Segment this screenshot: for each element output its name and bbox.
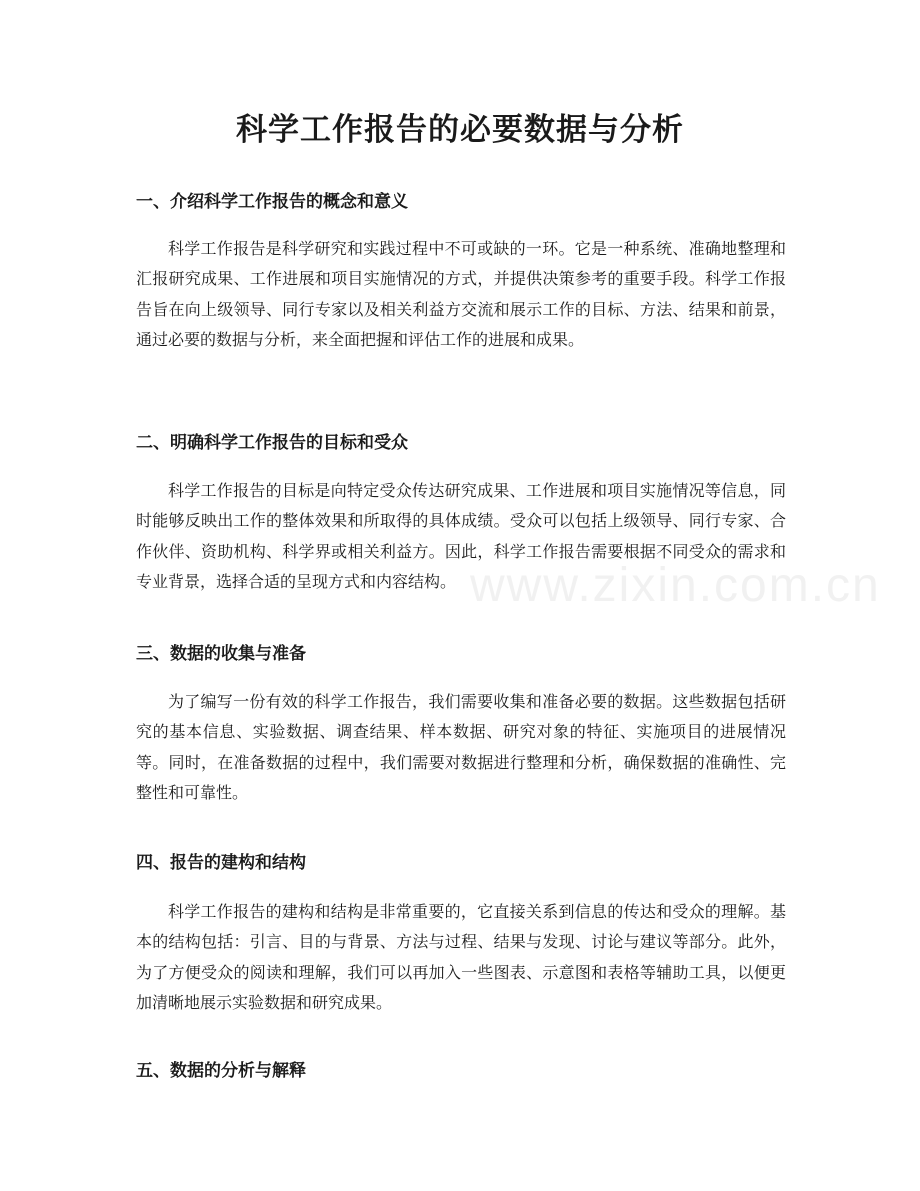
- section-paragraph-4: 科学工作报告的建构和结构是非常重要的，它直接关系到信息的传达和受众的理解。基本的结构包括：引言、目的与背景、方法与过程、结果与发现、讨论与建议等部分。此外，为了方便受众的阅读和理解，我们可以再加入一些图表、示意图和表格等辅助工具，以便更加清晰地展示实验数据和研究成果。: [136, 902, 786, 1012]
- section-heading-5: 五、数据的分析与解释: [136, 1061, 306, 1081]
- section-paragraph-1: 科学工作报告是科学研究和实践过程中不可或缺的一环。它是一种系统、准确地整理和汇报研究成果、工作进展和项目实施情况的方式，并提供决策参考的重要手段。科学工作报告旨在向上级领导、同行专家以及相关利益方交流和展示工作的目标、方法、结果和前景，通过必要的数据与分析，来全面把握和评估工作的进展和成果。: [136, 239, 786, 349]
- watermark: www.zixin.com.cn: [470, 559, 881, 612]
- section-paragraph-3: 为了编写一份有效的科学工作报告，我们需要收集和准备必要的数据。这些数据包括研究的基本信息、实验数据、调查结果、样本数据、研究对象的特征、实施项目的进展情况等。同时，在准备数据的过程中，我们需要对数据进行整理和分析，确保数据的准确性、完整性和可靠性。: [136, 692, 786, 802]
- document-title: 科学工作报告的必要数据与分析: [236, 112, 684, 148]
- section-heading-4: 四、报告的建构和结构: [136, 853, 306, 873]
- section-heading-3: 三、数据的收集与准备: [136, 644, 306, 664]
- section-heading-1: 一、介绍科学工作报告的概念和意义: [136, 192, 408, 212]
- section-heading-2: 二、明确科学工作报告的目标和受众: [136, 433, 408, 453]
- section-paragraph-2: 科学工作报告的目标是向特定受众传达研究成果、工作进展和项目实施情况等信息，同时能够反映出工作的整体效果和所取得的具体成绩。受众可以包括上级领导、同行专家、合作伙伴、资助机构、科学界或相关利益方。因此，科学工作报告需要根据不同受众的需求和专业背景，选择合适的呈现方式和内容结构。: [136, 481, 786, 591]
